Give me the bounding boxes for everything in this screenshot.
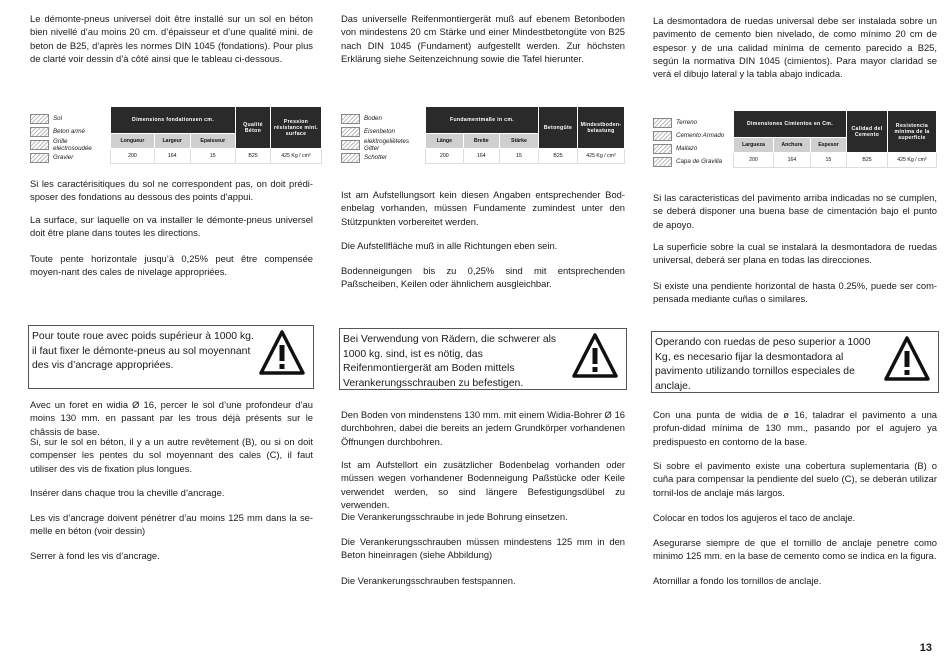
value-quality: B25 — [236, 149, 271, 164]
value-length: 200 — [111, 149, 155, 164]
warning-box — [28, 325, 314, 389]
page-number: 13 — [919, 642, 932, 654]
paragraph: Serrer à fond les vis d’ancrage. — [30, 550, 160, 561]
subheader-thickness: Espesor — [810, 138, 846, 153]
value-length: 200 — [426, 149, 464, 164]
warning-triangle-icon — [884, 336, 930, 382]
paragraph: Si, sur le sol en béton, il y a un autre revêtement (B), ou si on doit compenser les pentes du sol moyennant des cales (C), il faut utiliser des vis de fixation plus longues. — [30, 436, 313, 474]
paragraph: Asegurarse siempre de que el tornillo de anclaje penetre como minimo 125 mm. en la base de cemento como se indica en la figura. — [653, 537, 937, 562]
hatch-swatch — [341, 114, 360, 124]
header-pressure: Pression résistance mini. surface — [271, 107, 322, 149]
foundation-table-block — [653, 110, 945, 170]
value-pressure: 425 Kg / cm² — [271, 149, 322, 164]
hatch-swatch — [341, 140, 360, 150]
value-pressure: 425 Kg / cm² — [888, 153, 937, 168]
paragraph: Toute pente horizontale jusqu’à 0,25% peut être compensée moyen-nant des cales de nivelage appropriées. — [30, 253, 313, 278]
header-dimensions: Fundamentmaße in cm. — [426, 107, 539, 134]
warning-triangle-icon — [572, 333, 618, 379]
subheader-width: Anchura — [773, 138, 810, 153]
paragraph: Atornillar a fondo los tornillos de anclaje. — [653, 575, 822, 586]
subheader-thickness: Epaisseur — [190, 134, 235, 149]
header-quality: Betongüte — [539, 107, 578, 149]
legend-item: Capa de Gravilla — [653, 155, 731, 168]
paragraph: Si les caractérisitiques du sol ne correspondent pas, on doit prédi-sposer des fondations au dessous des points d’appui. — [30, 178, 313, 203]
paragraph: Den Boden von mindenstens 130 mm. mit einem Widia-Bohrer Ø 16 durchbohren, dabei die bereits an jedem Grundkörper vorhandenen Öffnungen durchbohren. — [341, 409, 625, 447]
value-width: 164 — [154, 149, 190, 164]
paragraph: La superficie sobre la cual se instalará la desmontadora de ruedas universal, deberá ser plana en todas las direcciones. — [653, 241, 937, 266]
paragraph: Die Verankerungsschrauben müssen mindestens 125 mm in den Beton hineinragen (siehe Abbildung) — [341, 536, 625, 561]
paragraph: Insérer dans chaque trou la cheville d’ancrage. — [30, 487, 225, 498]
warning-text: Operando con ruedas de peso superior a 1000 Kg, es necesario fijar la desmontadora al pavimento utilizando tornillos especiales de anclaje. — [655, 337, 871, 392]
subheader-length: Longueur — [111, 134, 155, 149]
subheader-width: Largeur — [154, 134, 190, 149]
value-width: 164 — [463, 149, 499, 164]
legend-item: Cemento Armado — [653, 129, 731, 142]
warning-text: Pour toute roue avec poids supérieur à 1000 kg. il faut fixer le démonte-pneus au sol moyennant des vis d’ancrage appropriées. — [32, 331, 254, 371]
paragraph: Con una punta de widia de ø 16, taladrar el pavimento a una profun-didad mínima de 130 mm., pasando por el agujero ya predispuesto en contorno de la base. — [653, 409, 937, 447]
hatch-swatch — [30, 114, 49, 124]
legend-item: Mallazo — [653, 142, 731, 155]
legend-item: elektrogeliëtetes Gitter — [341, 138, 419, 151]
value-quality: B25 — [847, 153, 888, 168]
warning-box — [339, 328, 627, 390]
hatch-swatch — [30, 140, 49, 150]
soil-legend — [341, 112, 419, 164]
paragraph: Die Verankerungsschrauben festspannen. — [341, 575, 516, 586]
paragraph: Si existe una pendiente horizontal de hasta 0.25%, puede ser com-pensada mediante cuñas o similares. — [653, 280, 937, 305]
subheader-width: Breite — [463, 134, 499, 149]
legend-item: Terreno — [653, 116, 731, 129]
header-pressure: Mindestboden-belastung — [578, 107, 625, 149]
subheader-length: Largueza — [734, 138, 774, 153]
warning-triangle-icon — [259, 330, 305, 376]
subheader-thickness: Stärke — [499, 134, 538, 149]
foundation-table — [425, 106, 625, 164]
foundation-table — [733, 110, 937, 168]
foundation-table — [110, 106, 322, 164]
paragraph: Les vis d’ancrage doivent pénétrer d’au moins 125 mm dans la se-melle en béton (voir dessin) — [30, 512, 313, 537]
intro-paragraph: Das universelle Reifenmontiergerät muß auf ebenem Betonboden von mindestens 20 cm Stärke und einer Mindestbetongüte von B25 nach DIN 1045 (Fundament) aufgestellt werden. Zur höchsten Erklärung siehe Seitenzeichnung sowie die Tafel hierunter. — [341, 13, 625, 64]
hatch-swatch — [653, 131, 672, 141]
legend-item: Beton armé — [30, 125, 108, 138]
hatch-swatch — [30, 127, 49, 137]
paragraph: Avec un foret en widia Ø 16, percer le sol d’une profondeur d’au moins 130 mm. en passant par les trous déjà présents sur le châssis de base. — [30, 399, 313, 437]
legend-item: Schotter — [341, 151, 419, 164]
hatch-swatch — [341, 153, 360, 163]
paragraph: Die Aufstellfläche muß in alle Richtungen eben sein. — [341, 240, 558, 251]
soil-legend — [30, 112, 108, 164]
legend-item: Sol — [30, 112, 108, 125]
header-pressure: Resistencia mínima de la superficie — [888, 111, 937, 153]
legend-item: Boden — [341, 112, 419, 125]
hatch-swatch — [653, 144, 672, 154]
legend-item: Grille electrosoudée — [30, 138, 108, 151]
foundation-table-block — [341, 106, 633, 166]
paragraph: Si las caracteristicas del pavimento arriba indicadas no se cumplen, se deberá disponer una buena base de cimentación bajo el punto de apoyo. — [653, 192, 937, 230]
intro-paragraph: Le démonte-pneus universel doit être installé sur un sol en béton bien nivellé d’au moins 20 cm. d’épaisseur et d’une qualité mini. de beton de B25, d’après les normes DIN 1045 (fondations). Pour plus de clarté voir dessin d’à côté ainsi que le tableau ci-dessous. — [30, 13, 313, 64]
foundation-table-block — [30, 106, 322, 166]
warning-box — [651, 331, 939, 393]
header-dimensions: Dimensions fondationsen cm. — [111, 107, 236, 134]
paragraph: Ist am Aufstellort ein zusätzlicher Bodenbelag vorhanden oder müssen wegen vorhandener Bodenneigung Paßstücke oder Keile verwendet werden, so sind längere Befestigungsdübel zu verwenden. — [341, 459, 625, 510]
value-quality: B25 — [539, 149, 578, 164]
paragraph: La surface, sur laquelle on va installer le démonte-pneus universel doit être plane dans toutes les directions. — [30, 214, 313, 239]
header-dimensions: Dimensiones Cimientos en Cm. — [734, 111, 847, 138]
hatch-swatch — [341, 127, 360, 137]
intro-paragraph: La desmontadora de ruedas universal debe ser instalada sobre un pavimento de cemento bien nivelado, de como mínimo 20 cm de espesor y de una calidad mínima de cemento parecido a B25, según la normativa DIN 1045 (cimientos). Para mayor claridad se verá el dibujo lateral y la tabla abajo indicada. — [653, 15, 937, 80]
value-thickness: 15 — [499, 149, 538, 164]
value-thickness: 15 — [810, 153, 846, 168]
soil-legend — [653, 116, 731, 168]
header-quality: Calidad del Cemento — [847, 111, 888, 153]
hatch-swatch — [30, 153, 49, 163]
header-quality: Qualité Béton — [236, 107, 271, 149]
warning-text: Bei Verwendung von Rädern, die schwerer als 1000 kg. sind, ist es nötig, das Reifenmontiergerät am Boden mittels Verankerungsschrauben zu befestigen. — [343, 334, 557, 389]
paragraph: Si sobre el pavimento existe una cobertura suplementaria (B) o cuña para compensar la pendiente del suelo (C), se deberán utilizar tornil-los de anclaje más largos. — [653, 460, 937, 498]
paragraph: Ist am Aufstellungsort kein diesen Angaben entsprechender Bod-enbelag vorhanden, müssen Fundamente zumindest unter den Stützpunkten vorbereitet werden. — [341, 189, 625, 227]
value-thickness: 15 — [190, 149, 235, 164]
subheader-length: Länge — [426, 134, 464, 149]
value-length: 200 — [734, 153, 774, 168]
paragraph: Colocar en todos los agujeros el taco de anclaje. — [653, 512, 856, 523]
hatch-swatch — [653, 118, 672, 128]
legend-item: Eisenbeton — [341, 125, 419, 138]
paragraph: Bodenneigungen bis zu 0,25% sind mit entsprechenden Paßscheiben, Keilen oder ähnlichem ausgleichbar. — [341, 265, 625, 290]
legend-item: Gravier — [30, 151, 108, 164]
value-pressure: 425 Kg / cm² — [578, 149, 625, 164]
value-width: 164 — [773, 153, 810, 168]
paragraph: Die Verankerungsschraube in jede Bohrung einsetzen. — [341, 511, 568, 522]
hatch-swatch — [653, 157, 672, 167]
